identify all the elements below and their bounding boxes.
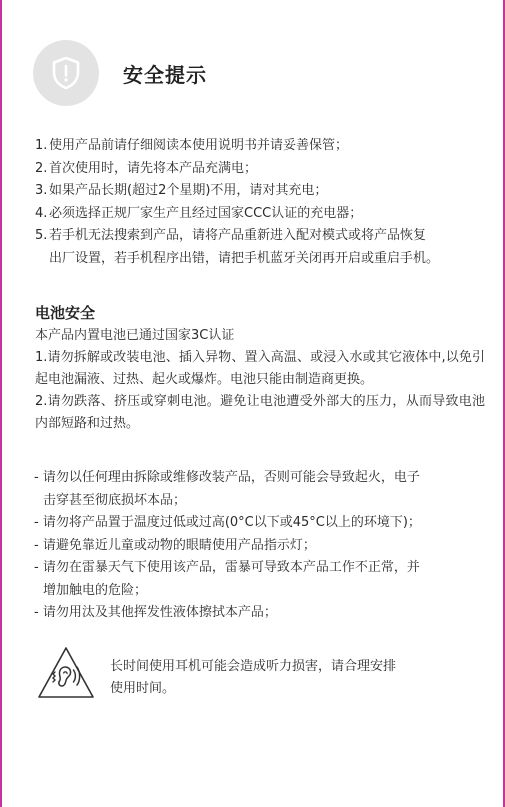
tip-text-continued: 出厂设置，若手机程序出错，请把手机蓝牙关闭再开启或重启手机。 [49,250,440,266]
warning-text: - 请避免靠近儿童或动物的眼睛使用产品指示灯； [34,537,316,553]
shield-icon-badge [33,40,99,106]
warning-item [34,512,479,535]
tip-item [35,158,490,181]
warning-text: - 请勿用汰及其他挥发性液体擦拭本产品； [34,605,277,620]
page-title: 安全提示 [123,63,207,87]
warning-text: - 请勿以任何理由拆除或维修改装产品，否则可能会导致起火，电子 [34,470,420,485]
warning-item [34,557,479,602]
tip-number: 5. [35,228,48,243]
warning-text-continued: 击穿甚至彻底损坏本品； [43,492,187,508]
warning-item [34,535,479,558]
warning-item [34,602,479,625]
tip-text: 使用产品前请仔细阅读本使用说明书并请妥善保管； [49,138,349,153]
battery-paragraph: 1.请勿拆解或改装电池、插入异物、置入高温、或浸入水或其它液体中,以免引起电池漏液、过热、起火或爆炸。电池只能由制造商更换。 [35,350,485,387]
battery-paragraph: 2.请勿跌落、挤压或穿刺电池。避免让电池遭受外部大的压力，从而导致电池内部短路和过热。 [35,394,485,431]
tip-number: 3. [35,183,48,198]
tip-item [35,180,490,203]
hearing-warning [36,645,456,705]
tip-item [35,135,490,158]
warning-text: - 请勿将产品置于温度过低或过高(0°C以下或45°C以上的环境下)； [34,515,421,530]
tip-item [35,225,490,270]
warnings-list [34,467,479,625]
hearing-warning-icon [36,645,96,701]
warning-text: - 请勿在雷暴天气下使用该产品，雷暴可导致本产品工作不正常，并 [34,560,420,575]
shield-exclamation-icon [51,56,81,90]
tip-item [35,203,490,226]
tip-number: 1. [35,138,48,153]
tip-number: 2. [35,160,48,176]
warning-text-continued: 增加触电的危险； [43,582,148,598]
left-edge-border [0,0,2,807]
warning-item [34,467,479,512]
page-header [33,40,473,106]
battery-intro: 本产品内置电池已通过国家3C认证 [35,328,235,343]
tip-text: 若手机无法搜索到产品，请将产品重新进入配对模式或将产品恢复 [49,228,427,243]
hearing-warning-line: 使用时间。 [110,681,176,696]
hearing-warning-text [110,656,440,700]
usage-tips-list [35,135,490,270]
battery-section-title: 电池安全 [35,304,96,322]
battery-safety-section [35,301,485,435]
tip-number: 4. [35,205,48,221]
hearing-warning-line: 长时间使用耳机可能会造成听力损害，请合理安排 [110,659,397,674]
tip-text: 必须选择正规厂家生产且经过国家CCC认证的充电器； [49,205,363,221]
tip-text: 如果产品长期(超过2个星期)不用，请对其充电； [49,183,328,198]
tip-text: 首次使用时，请先将本产品充满电； [49,160,258,176]
